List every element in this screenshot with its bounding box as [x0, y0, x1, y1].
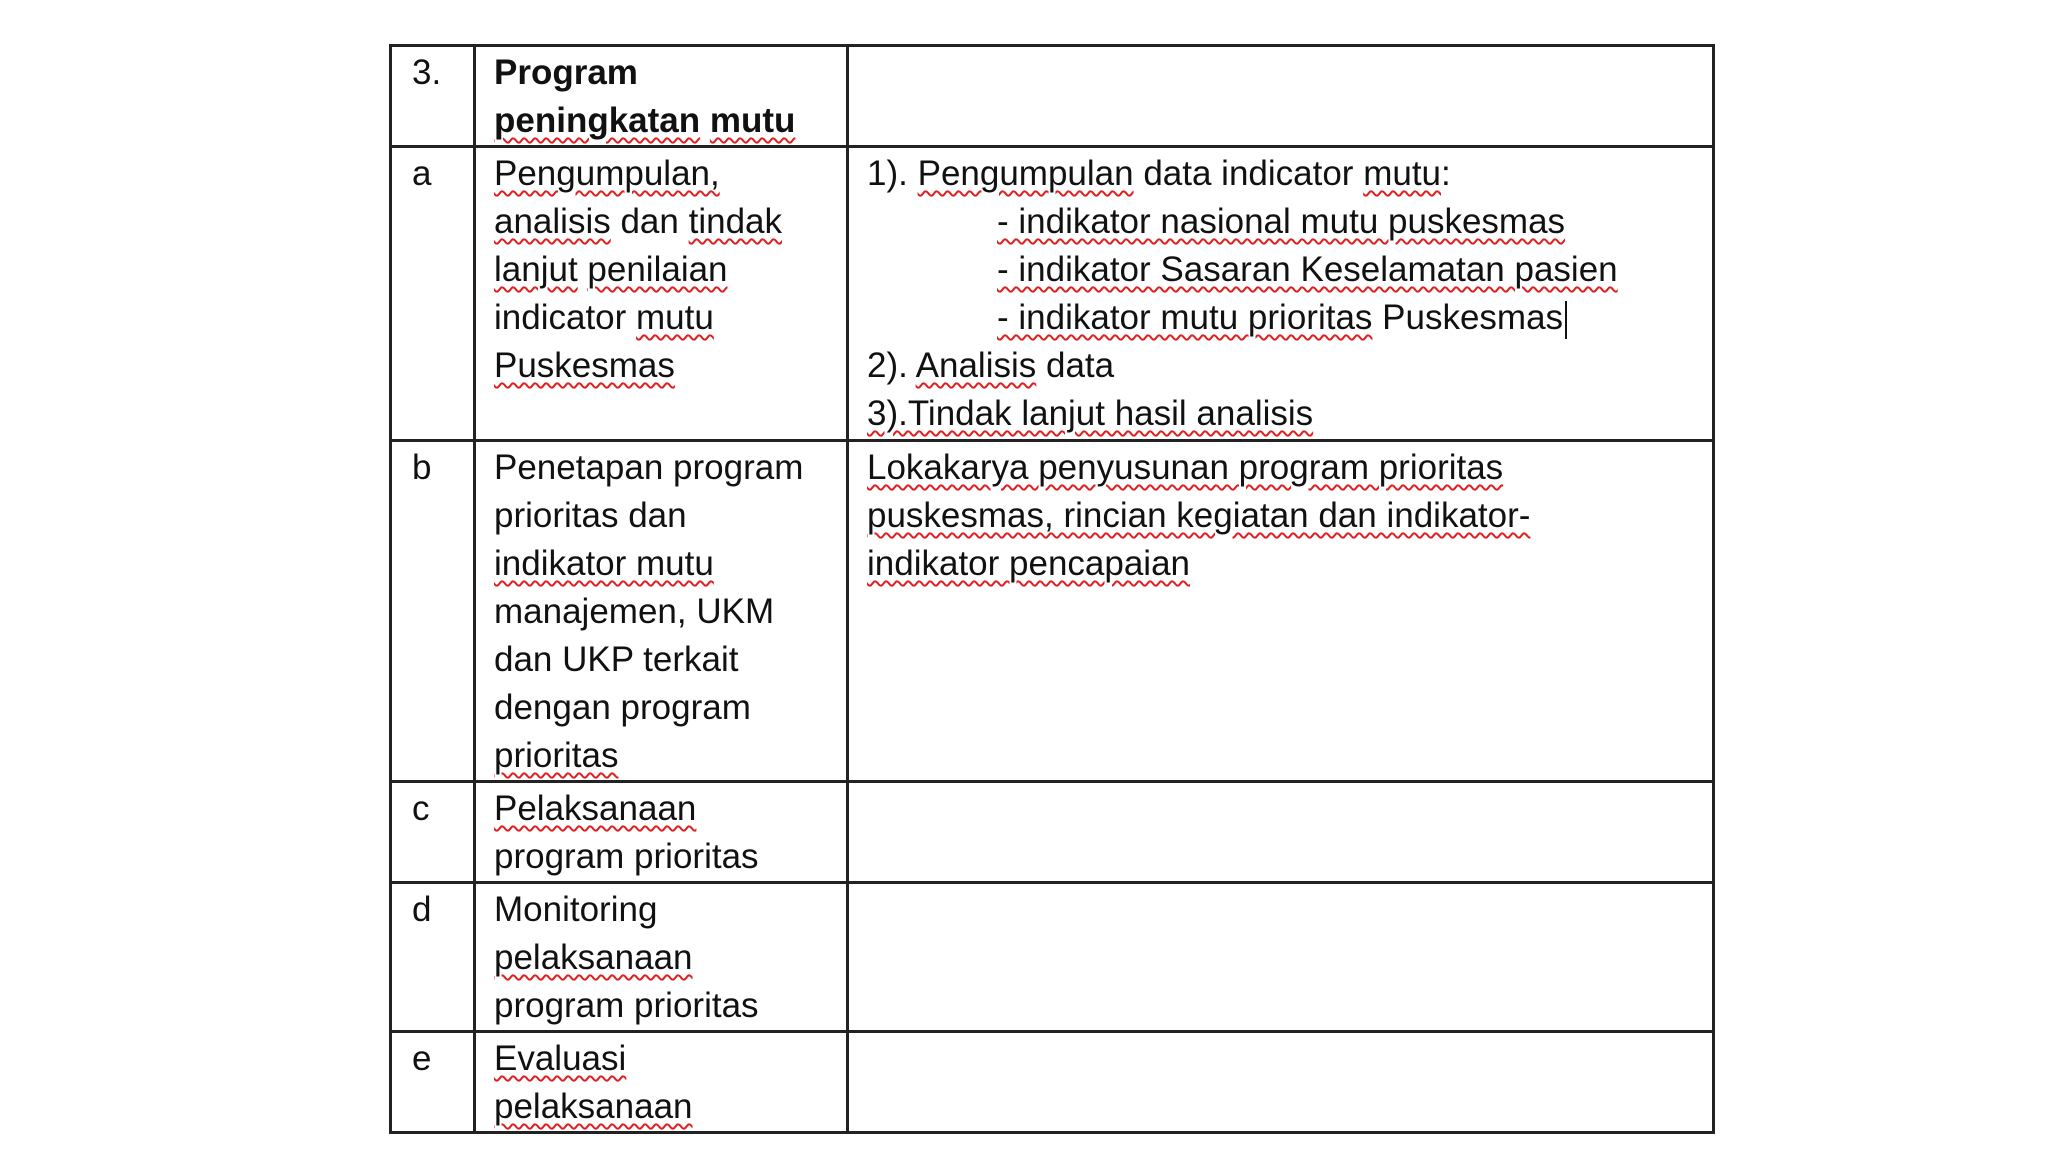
- row-letter[interactable]: c: [391, 782, 475, 883]
- detail-cell[interactable]: [848, 883, 1714, 1032]
- activity-cell[interactable]: Penetapan program prioritas dan indikator mutu manajemen, UKM dan UKP terkait dengan program prioritas: [475, 441, 848, 782]
- table-header-row: [391, 46, 1714, 147]
- detail-cell[interactable]: [848, 1032, 1714, 1133]
- row-letter[interactable]: b: [391, 441, 475, 782]
- row-letter[interactable]: e: [391, 1032, 475, 1133]
- table-row: [391, 441, 1714, 782]
- detail-cell[interactable]: Lokakarya penyusunan program prioritas puskesmas, rincian kegiatan dan indikator- indikator pencapaian: [848, 441, 1714, 782]
- header-empty-cell[interactable]: [848, 46, 1714, 147]
- activity-cell[interactable]: Pelaksanaan program prioritas: [475, 782, 848, 883]
- table-row: [391, 883, 1714, 1032]
- detail-cell[interactable]: 1). Pengumpulan data indicator mutu: - indikator nasional mutu puskesmas - indikator Sasaran Keselamatan pasien - indikator mutu prioritas Puskesmas 2). Analisis data 3).Tindak lanjut hasil analisis: [848, 147, 1714, 441]
- row-letter[interactable]: a: [391, 147, 475, 441]
- activity-cell[interactable]: Evaluasi pelaksanaan: [475, 1032, 848, 1133]
- table-row: [391, 782, 1714, 883]
- header-number[interactable]: 3.: [391, 46, 475, 147]
- text-cursor: [1565, 301, 1567, 339]
- activity-cell[interactable]: Monitoring pelaksanaan program prioritas: [475, 883, 848, 1032]
- row-letter[interactable]: d: [391, 883, 475, 1032]
- program-table: [389, 44, 1715, 1134]
- header-title[interactable]: Program peningkatan mutu: [475, 46, 848, 147]
- table-row: [391, 1032, 1714, 1133]
- activity-cell[interactable]: Pengumpulan, analisis dan tindak lanjut penilaian indicator mutu Puskesmas: [475, 147, 848, 441]
- detail-cell[interactable]: [848, 782, 1714, 883]
- table-row: [391, 147, 1714, 441]
